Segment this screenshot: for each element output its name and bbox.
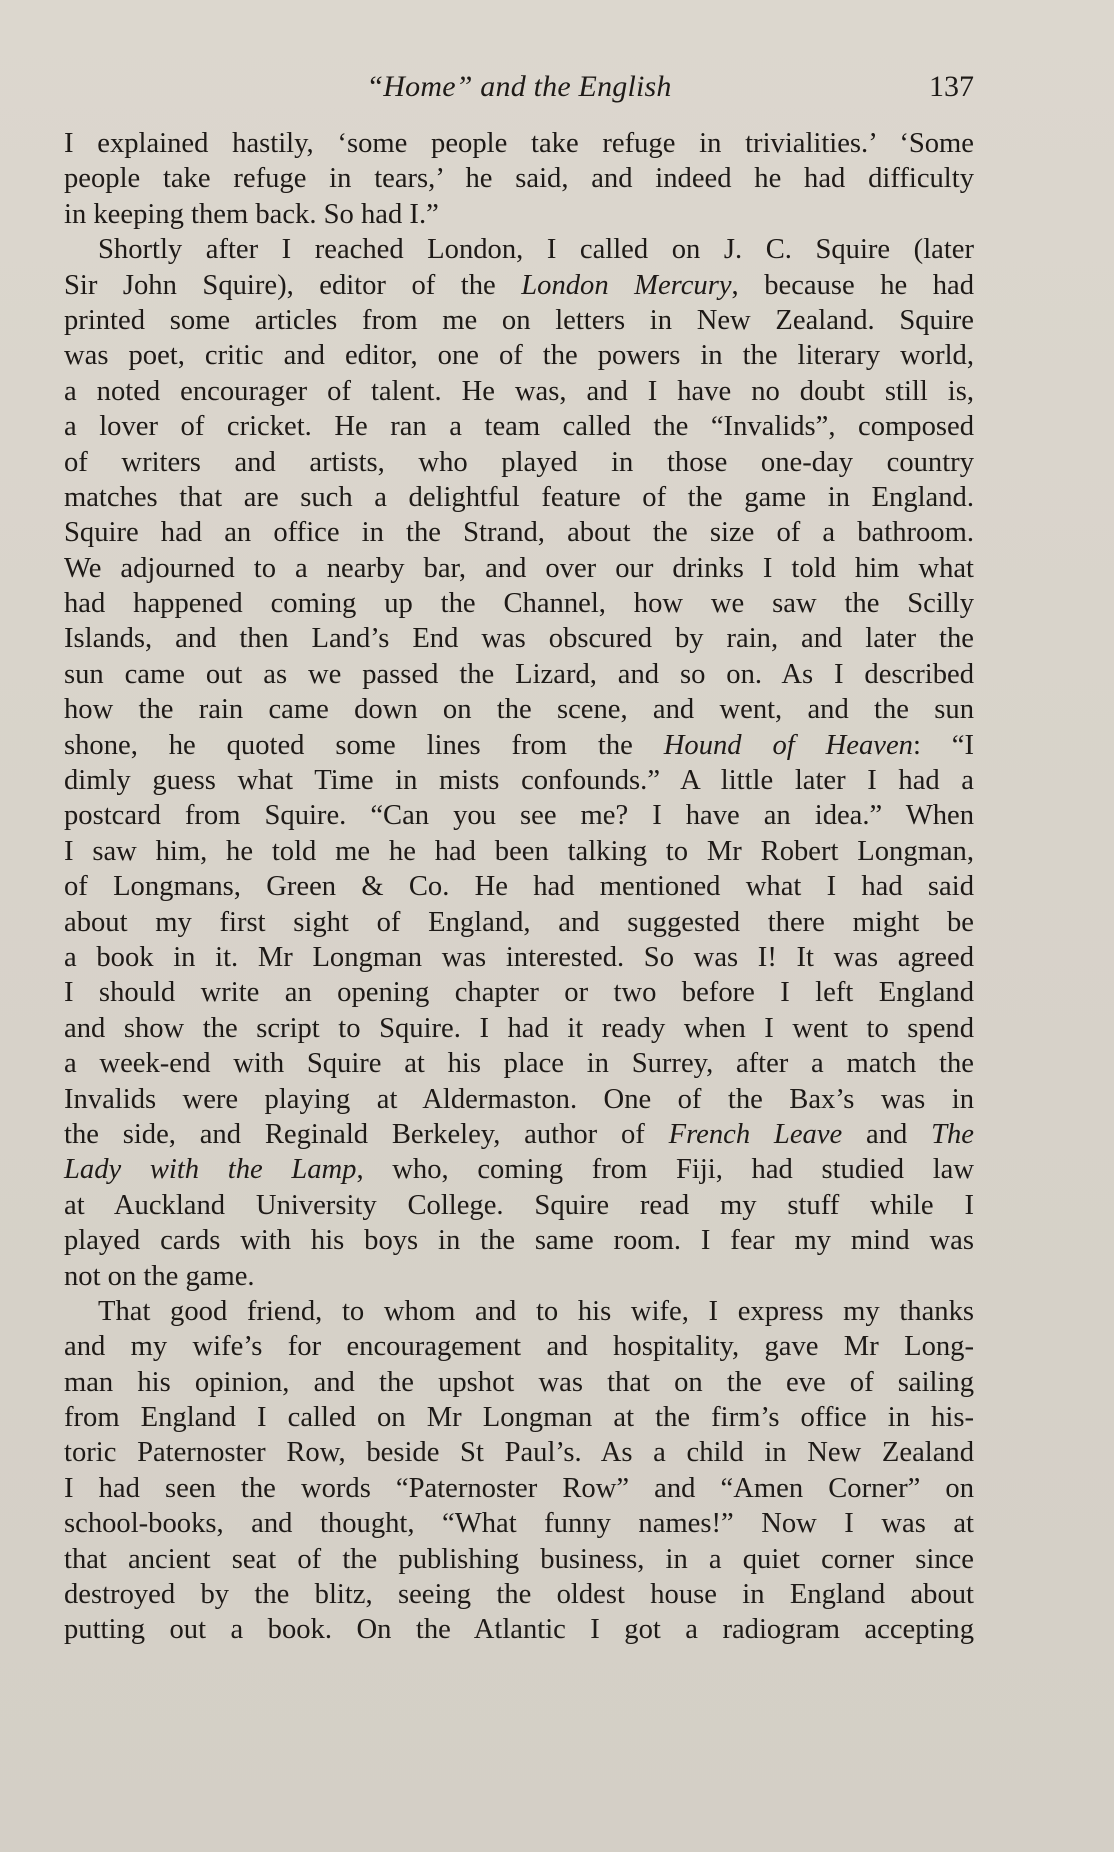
text-line: I explained hastily, ‘some people take refuge in trivialities.’ ‘Some (64, 128, 974, 159)
page-number: 137 (929, 70, 974, 103)
title-london-mercury: London Mercury (521, 269, 732, 301)
text-line: postcard from Squire. “Can you see me? I have an idea.” When (64, 800, 974, 832)
text-line: putting out a book. On the Atlantic I got a radiogram accepting (64, 1614, 974, 1646)
text-line: I had seen the words “Paternoster Row” and “Amen Corner” on (64, 1472, 974, 1504)
text-line: sun came out as we passed the Lizard, and so on. As I described (64, 658, 974, 690)
text-line: We adjourned to a nearby bar, and over our drinks I told him what (64, 552, 974, 584)
text-line: in keeping them back. So had I.” (64, 198, 439, 230)
text-segment: and (842, 1118, 932, 1150)
text-line: of Longmans, Green & Co. He had mentioned what I had said (64, 871, 974, 903)
text-line: and my wife’s for encouragement and hospitality, gave Mr Long- (64, 1331, 974, 1363)
text-segment: the side, and Reginald Berkeley, author of (64, 1118, 669, 1150)
text-line: about my first sight of England, and suggested there might be (64, 906, 974, 938)
text-line (64, 268, 974, 303)
text-line: toric Paternoster Row, beside St Paul’s. As a child in New Zealand (64, 1437, 974, 1469)
paragraph-start-line: That good friend, to whom and to his wife, I express my thanks (98, 1295, 974, 1327)
text-line (64, 1152, 974, 1187)
text-line: that ancient seat of the publishing business, in a quiet corner since (64, 1543, 974, 1575)
text-segment: shone, he quoted some lines from the (64, 729, 664, 761)
text-line: had happened coming up the Channel, how we saw the Scilly (64, 588, 974, 620)
title-lady-with-the-lamp-part1: The (931, 1118, 974, 1150)
body-text (64, 126, 974, 1648)
text-line: I saw him, he told me he had been talking to Mr Robert Longman, (64, 835, 974, 867)
text-line: Squire had an office in the Strand, about the size of a bathroom. (64, 517, 974, 549)
text-line (64, 1117, 974, 1152)
text-line: a week-end with Squire at his place in Surrey, after a match the (64, 1048, 974, 1080)
text-line: Islands, and then Land’s End was obscured by rain, and later the (64, 623, 974, 655)
text-line: matches that are such a delightful feature of the game in England. (64, 481, 974, 513)
running-head (64, 70, 974, 114)
title-lady-with-the-lamp-part2: Lady with the Lamp (64, 1154, 357, 1186)
text-line: I should write an opening chapter or two before I left England (64, 977, 974, 1009)
text-line: people take refuge in tears,’ he said, and indeed he had difficulty (64, 163, 974, 195)
text-line: at Auckland University College. Squire read my stuff while I (64, 1189, 974, 1221)
text-line: and show the script to Squire. I had it ready when I went to spend (64, 1012, 974, 1044)
text-line: of writers and artists, who played in those one-day country (64, 446, 974, 478)
text-line (64, 728, 974, 763)
text-line: dimly guess what Time in mists confounds.” A little later I had a (64, 765, 974, 797)
text-line: school-books, and thought, “What funny names!” Now I was at (64, 1508, 974, 1540)
text-line: printed some articles from me on letters in New Zealand. Squire (64, 304, 974, 336)
text-segment: Sir John Squire), editor of the (64, 269, 522, 301)
title-french-leave: French Leave (668, 1118, 843, 1150)
title-hound-of-heaven: Hound of Heaven (663, 729, 913, 761)
text-segment: , who, coming from Fiji, had studied law (356, 1154, 974, 1186)
text-segment: , because he had (731, 269, 974, 301)
text-line: man his opinion, and the upshot was that on the eve of sailing (64, 1366, 974, 1398)
text-line: a book in it. Mr Longman was interested. So was I! It was agreed (64, 941, 974, 973)
text-line: a lover of cricket. He ran a team called the “Invalids”, composed (64, 411, 974, 443)
text-line: destroyed by the blitz, seeing the oldest house in England about (64, 1579, 974, 1611)
text-line: played cards with his boys in the same room. I fear my mind was (64, 1225, 974, 1257)
text-line: a noted encourager of talent. He was, and I have no doubt still is, (64, 375, 974, 407)
paragraph-start-line: Shortly after I reached London, I called on J. C. Squire (later (98, 234, 974, 266)
text-line: was poet, critic and editor, one of the powers in the literary world, (64, 340, 974, 372)
text-line: how the rain came down on the scene, and went, and the sun (64, 694, 974, 726)
text-line: not on the game. (64, 1260, 255, 1292)
text-line: Invalids were playing at Aldermaston. One of the Bax’s was in (64, 1083, 974, 1115)
text-line: from England I called on Mr Longman at the firm’s office in his- (64, 1402, 974, 1434)
text-segment: : “I (912, 729, 974, 761)
running-title: “Home” and the English (366, 70, 672, 103)
